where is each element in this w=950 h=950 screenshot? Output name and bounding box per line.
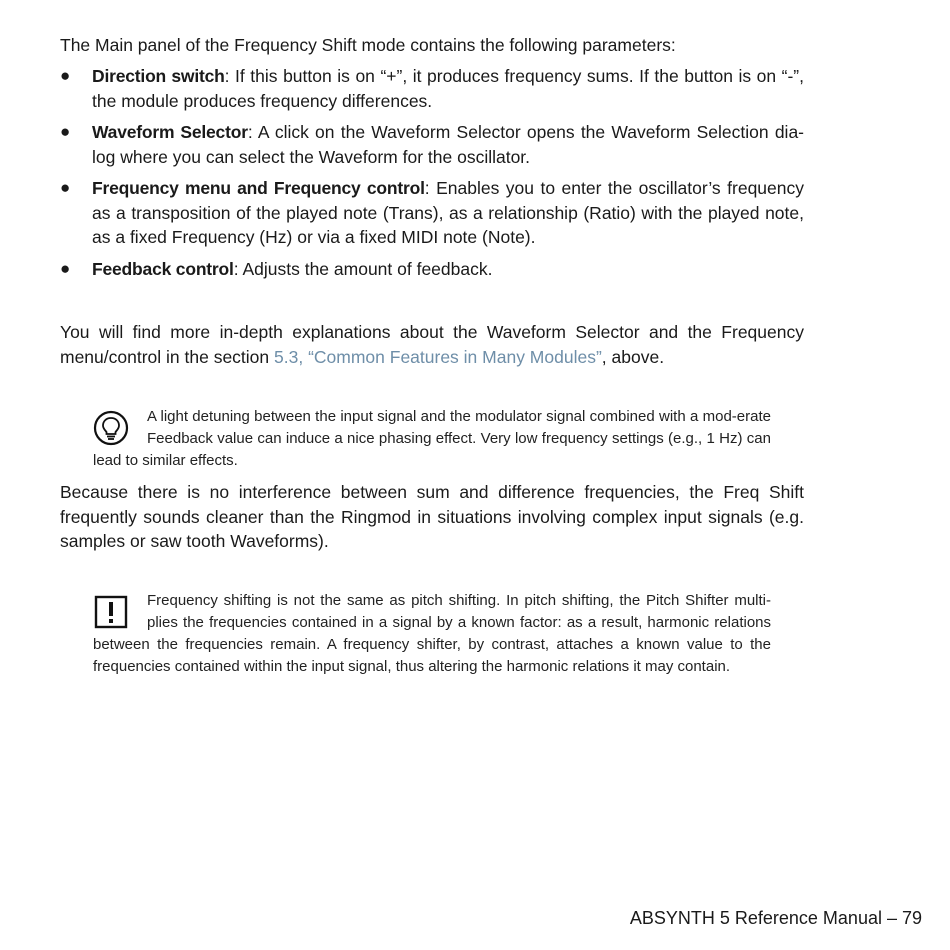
term: Direction switch <box>92 66 225 86</box>
para-text-end: , above. <box>601 346 665 367</box>
description: : A click on the Waveform Selector opens the Waveform Selection dia-log where you can select the Waveform for the oscillator. <box>92 122 805 167</box>
bullet-icon: ● <box>60 178 71 197</box>
body-paragraph: Because there is no interference between sum and difference frequencies, the Freq Shift frequently sounds cleaner than the Ringmod in situations involving complex input signals (e.g. samples or saw tooth Waveforms). <box>60 482 804 551</box>
page-footer: ABSYNTH 5 Reference Manual – 79 <box>629 908 922 928</box>
term: Feedback control <box>92 258 234 279</box>
lightbulb-icon <box>93 410 133 450</box>
bullet-icon: ● <box>60 258 71 278</box>
list-item-feedback-control <box>60 257 804 282</box>
exclamation-icon <box>93 594 133 634</box>
description: : Adjusts the amount of feedback. <box>233 258 493 279</box>
list-item-waveform-selector <box>60 120 804 169</box>
warning-text: Frequency shifting is not the same as pitch shifting. In pitch shifting, the Pitch Shifter multi-plies the frequencies contained in a signal by a known factor: as a result, harmonic relations between the frequencies remain. A frequency shifter, by contrast, attaches a known value to the frequencies contained within the input signal, thus altering the harmonic relations it may contain. <box>93 592 771 675</box>
list-item-direction-switch <box>60 64 804 113</box>
bullet-icon: ● <box>60 122 71 141</box>
section-link[interactable]: 5.3, “Common Features in Many Modules” <box>274 346 602 367</box>
parameter-list <box>60 64 804 288</box>
term: Waveform Selector <box>92 122 248 142</box>
intro-paragraph: The Main panel of the Frequency Shift mode contains the following parameters: <box>60 35 676 55</box>
tip-text: A light detuning between the input signal and the modulator signal combined with a mod-erate Feedback value can induce a nice phasing effect. Very low frequency settings (e.g., 1 Hz) can lead to similar effects. <box>93 408 771 469</box>
description: : Enables you to enter the oscillator’s frequency as a transposition of the played note (Trans), as a relationship (Ratio) with the played note, as a fixed Frequency (Hz) or via a fixed MIDI note (Note). <box>92 178 804 247</box>
bullet-icon: ● <box>60 66 71 85</box>
description: : If this button is on “+”, it produces frequency sums. If the button is on “-”, the module produces frequency differences. <box>92 66 804 111</box>
list-item-frequency-control <box>60 176 804 250</box>
cross-reference-paragraph <box>60 320 804 369</box>
tip-note <box>93 406 771 472</box>
para-text: You will find more in-depth explanations about the Waveform Selector and the Frequency menu/control in the section <box>60 322 804 367</box>
warning-note <box>93 590 771 678</box>
term: Frequency menu and Frequency control <box>92 178 425 198</box>
